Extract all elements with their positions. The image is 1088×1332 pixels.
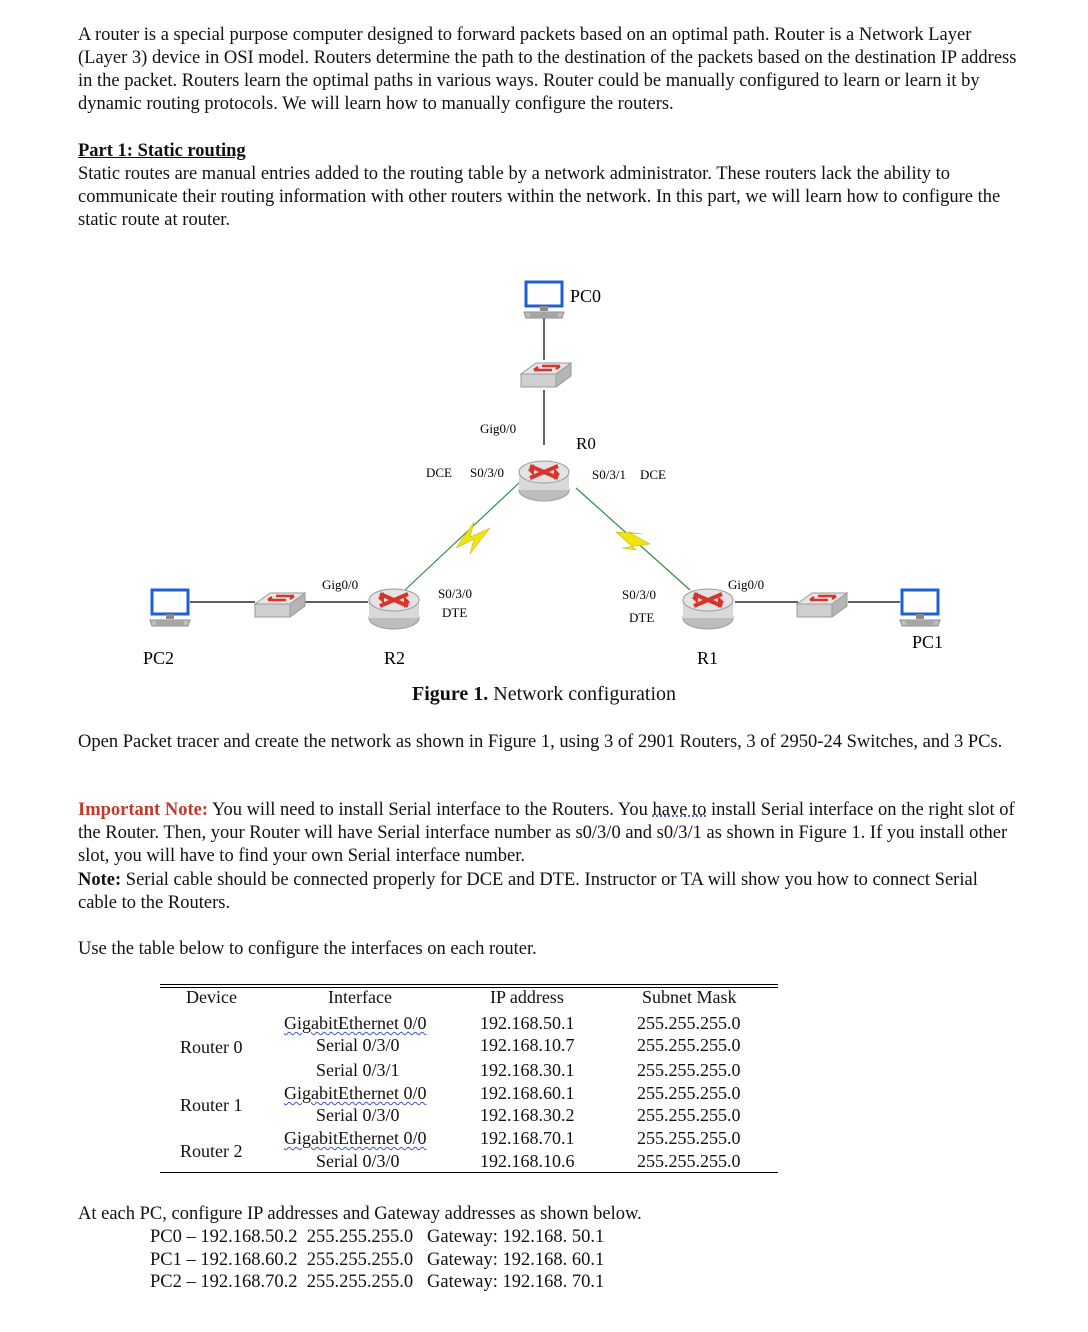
table-cell-device: Router 1 xyxy=(180,1095,243,1115)
table-cell-interface: Serial 0/3/0 xyxy=(316,1151,400,1171)
table-cell-interface: Serial 0/3/0 xyxy=(316,1035,400,1055)
important-note-have-to: have to xyxy=(652,800,707,820)
pc1-label: PC1 xyxy=(912,632,944,652)
table-cell-mask: 255.255.255.0 xyxy=(637,1105,741,1125)
pc2-computer-icon xyxy=(150,590,190,626)
table-cell-ip: 192.168.10.7 xyxy=(480,1035,575,1055)
table-cell-mask: 255.255.255.0 xyxy=(637,1013,741,1033)
table-cell-ip: 192.168.70.1 xyxy=(480,1128,575,1148)
r2-label: R2 xyxy=(384,648,406,668)
part1-paragraph: Static routes are manual entries added to the routing table by a network administrator. These routers lack the ability to communicate their routing information with other routers within the network. In this part, we will learn how to configure the static route at router. xyxy=(78,164,1001,230)
router0-icon xyxy=(519,461,569,501)
r0-dce-right-label: DCE xyxy=(640,467,666,482)
switch1-icon xyxy=(797,593,847,617)
router1-icon xyxy=(683,589,733,629)
r1-s030-label: S0/3/0 xyxy=(622,587,656,602)
table-cell-mask: 255.255.255.0 xyxy=(637,1035,741,1055)
pc-config-line-pc2: PC2 – 192.168.70.2 255.255.255.0 Gateway: 192.168. 70.1 xyxy=(150,1272,605,1292)
table-cell-interface: GigabitEthernet 0/0 xyxy=(284,1013,427,1033)
table-cell-mask: 255.255.255.0 xyxy=(637,1151,741,1171)
pc-config-line-pc0: PC0 – 192.168.50.2 255.255.255.0 Gateway: 192.168. 50.1 xyxy=(150,1227,605,1247)
link-r0-r2-serial xyxy=(405,482,520,590)
pc-config-intro: At each PC, configure IP addresses and Gateway addresses as shown below. xyxy=(78,1204,642,1224)
table-header-device: Device xyxy=(186,987,237,1007)
switch2-icon xyxy=(255,593,305,617)
r0-s030-label: S0/3/0 xyxy=(470,465,504,480)
pc0-computer-icon xyxy=(524,282,564,318)
important-note-label: Important Note: xyxy=(78,800,208,820)
r2-dte-label: DTE xyxy=(442,605,468,620)
table-cell-interface: GigabitEthernet 0/0 xyxy=(284,1083,427,1103)
pc-config-line-pc1: PC1 – 192.168.60.2 255.255.255.0 Gateway: 192.168. 60.1 xyxy=(150,1250,605,1270)
serial-lightning-right xyxy=(616,532,650,550)
table-cell-mask: 255.255.255.0 xyxy=(637,1060,741,1080)
table-cell-mask: 255.255.255.0 xyxy=(637,1128,741,1148)
table-header-interface: Interface xyxy=(328,987,392,1007)
table-header-mask: Subnet Mask xyxy=(642,987,737,1007)
table-cell-interface: GigabitEthernet 0/0 xyxy=(284,1128,427,1148)
r0-gig-label: Gig0/0 xyxy=(480,421,517,436)
pc2-label: PC2 xyxy=(143,648,175,668)
r1-dte-label: DTE xyxy=(629,610,655,625)
r0-label: R0 xyxy=(576,434,596,453)
open-packet-tracer-paragraph: Open Packet tracer and create the network as shown in Figure 1, using 3 of 2901 Routers, 3 of 2950-24 Switches, and 3 PCs. xyxy=(78,732,1003,752)
important-note-text-b: install Serial interface on the right slot of the Router. Then, your Router will have Serial interface number as s0/3/0 and s0/3/1 as shown in Figure 1. If you install other slot, you will have to find your own Serial interface number. xyxy=(78,800,1015,866)
part1-heading: Part 1: Static routing xyxy=(78,141,246,161)
table-cell-interface: Serial 0/3/0 xyxy=(316,1105,400,1125)
figure-caption xyxy=(0,683,1088,706)
table-cell-ip: 192.168.60.1 xyxy=(480,1083,575,1103)
intro-paragraph: A router is a special purpose computer designed to forward packets based on an optimal path. Router is a Network Layer (Layer 3) device in OSI model. Routers determine the path to the destination of the packets based on the destination IP address in the packet. Routers learn the optimal paths in various ways. Router could be manually configured to learn or learn it by dynamic routing protocols. We will learn how to manually configure the routers. xyxy=(78,25,1017,114)
r2-gig-label: Gig0/0 xyxy=(322,577,359,592)
important-note-paragraph xyxy=(78,799,1018,868)
r1-gig-label: Gig0/0 xyxy=(728,577,765,592)
note-label: Note: xyxy=(78,870,122,890)
table-header-ip: IP address xyxy=(490,987,564,1007)
switch0-icon xyxy=(521,363,571,387)
table-cell-ip: 192.168.30.1 xyxy=(480,1060,575,1080)
r2-s030-label: S0/3/0 xyxy=(438,586,472,601)
table-cell-ip: 192.168.10.6 xyxy=(480,1151,575,1171)
r0-dce-left-label: DCE xyxy=(426,465,452,480)
table-cell-ip: 192.168.30.2 xyxy=(480,1105,575,1125)
r0-s031-label: S0/3/1 xyxy=(592,467,626,482)
figure-caption-text: Network configuration xyxy=(488,683,677,705)
important-note-text-a: You will need to install Serial interface to the Routers. You xyxy=(208,800,653,820)
figure-caption-number: Figure 1. xyxy=(411,683,489,705)
table-cell-ip: 192.168.50.1 xyxy=(480,1013,575,1033)
note-text: Serial cable should be connected properly for DCE and DTE. Instructor or TA will show you how to connect Serial cable to the Routers. xyxy=(78,870,978,913)
table-cell-mask: 255.255.255.0 xyxy=(637,1083,741,1103)
pc1-computer-icon xyxy=(900,590,940,626)
use-table-paragraph: Use the table below to configure the interfaces on each router. xyxy=(78,939,537,959)
r1-label: R1 xyxy=(697,648,719,668)
note-paragraph xyxy=(78,869,1018,915)
table-cell-interface: Serial 0/3/1 xyxy=(316,1060,400,1080)
router2-icon xyxy=(369,589,419,629)
table-cell-device: Router 0 xyxy=(180,1037,243,1057)
table-cell-device: Router 2 xyxy=(180,1141,243,1161)
pc0-label: PC0 xyxy=(570,286,602,306)
network-diagram xyxy=(0,250,1088,680)
